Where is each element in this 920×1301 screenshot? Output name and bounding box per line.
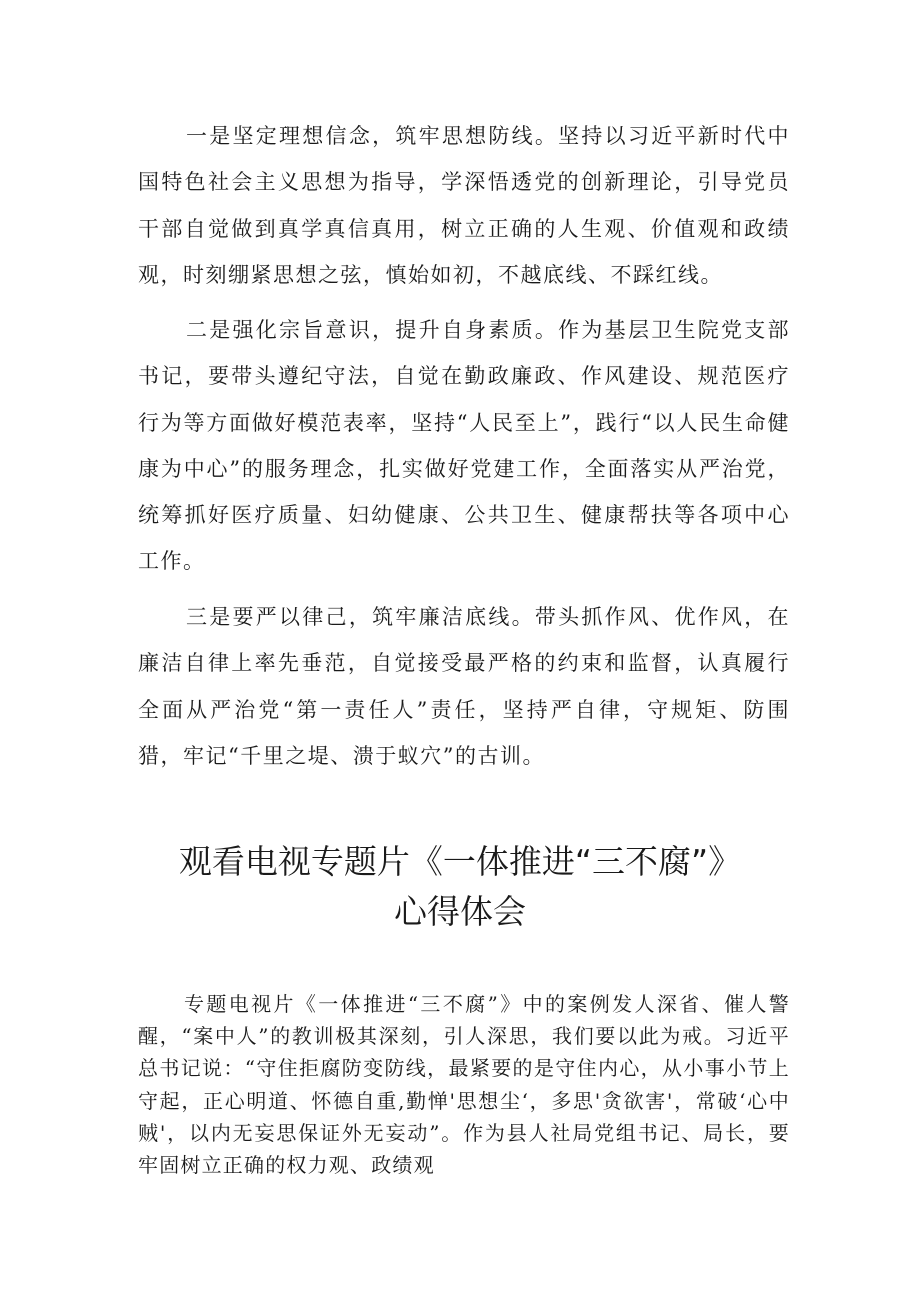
- paragraph-purpose: 二是强化宗旨意识，提升自身素质。作为基层卫生院党支部书记，要带头遵纪守法，自觉在勤政廉政、作风建设、规范医疗行为等方面做好模范表率，坚持“人民至上”，践行“以人民生命健康为中心”的服务理念，扎实做好党建工作，全面落实从严治党，统筹抓好医疗质量、妇幼健康、公共卫生、健康帮扶等各项中心工作。: [138, 318, 790, 574]
- article-title-line2: 心得体会: [394, 892, 526, 931]
- paragraph-self-discipline: 三是要严以律己，筑牢廉洁底线。带头抓作风、优作风，在廉洁自律上率先垂范，自觉接受最严格的约束和监督，认真履行全面从严治党“第一责任人”责任，坚持严自律，守规矩、防围猎，牢记“千里之堤、溃于蚁穴”的古训。: [138, 605, 790, 768]
- paragraph-reflection: 专题电视片《一体推进“三不腐”》中的案例发人深省、催人警醒，“案中人”的教训极其深刻，引人深思，我们要以此为戒。习近平总书记说：“守住拒腐防变防线，最紧要的是守住内心，从小事小节上守起，正心明道、怀德自重,勤惮'思想尘‘，多思'贪欲害'，常破‘心中贼'，以内无妄思保证外无妄动”。作为县人社局党组书记、局长，要牢固树立正确的权力观、政绩观: [138, 992, 790, 1178]
- article-title-line1: 观看电视专题片《一体推进“三不腐”》: [178, 842, 742, 881]
- paragraph-ideals: 一是坚定理想信念，筑牢思想防线。坚持以习近平新时代中国特色社会主义思想为指导，学深悟透党的创新理论，引导党员干部自觉做到真学真信真用，树立正确的人生观、价值观和政绩观，时刻绷紧思想之弦，慎始如初，不越底线、不踩红线。: [138, 124, 790, 287]
